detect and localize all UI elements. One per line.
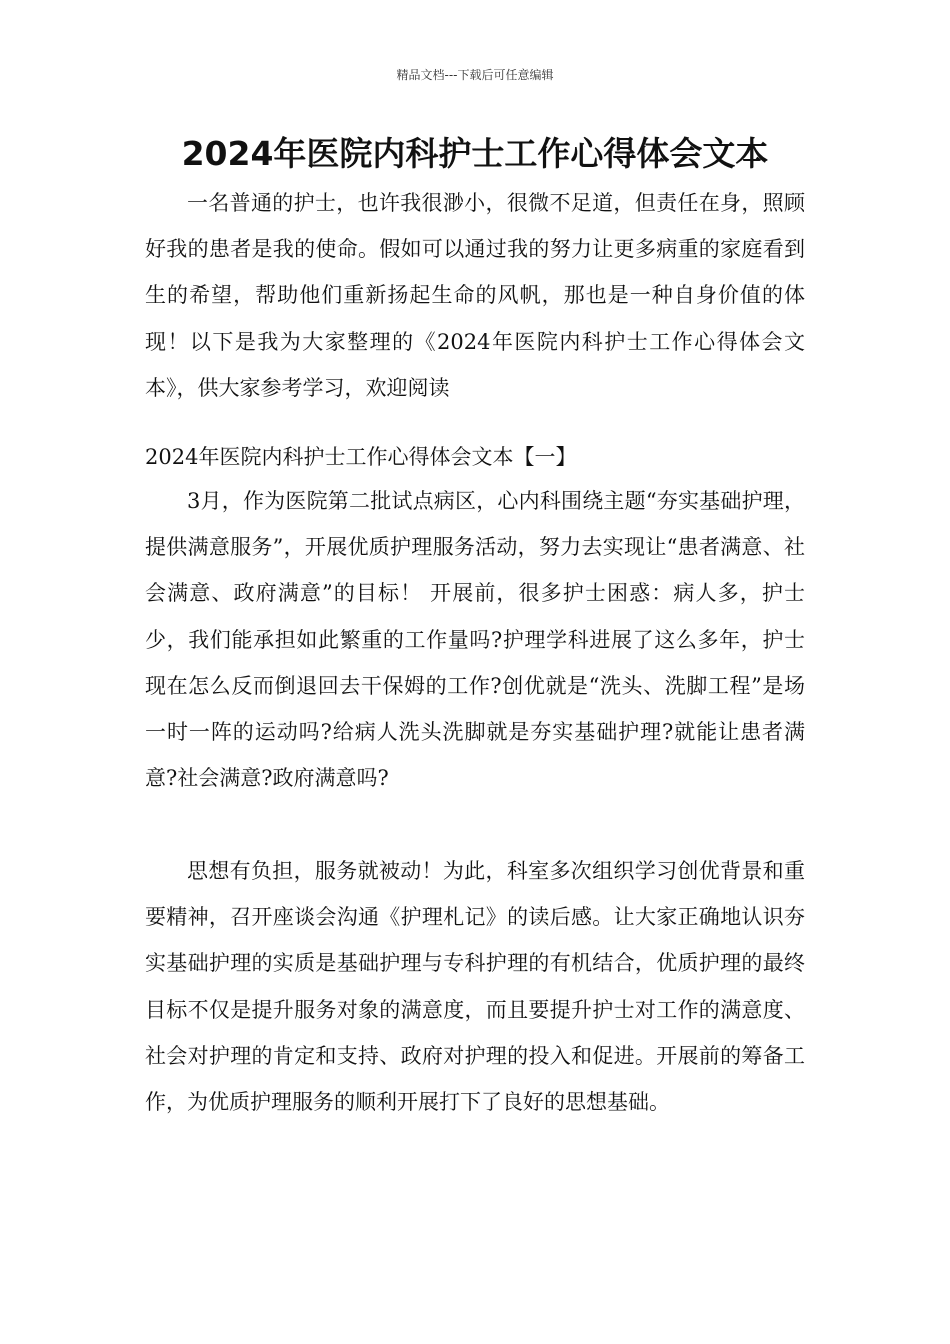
document-title: 2024年医院内科护士工作心得体会文本 [181,134,769,173]
section-heading: 2024年医院内科护士工作心得体会文本【一】 [145,445,577,469]
paragraph-1-block [145,478,805,801]
body-paragraph-2: 思想有负担，服务就被动！为此，科室多次组织学习创优背景和重要精神，召开座谈会沟通《护理札记》的读后感。让大家正确地认识夯实基础护理的实质是基础护理与专科护理的有机结合，优质护理的最终目标不仅是提升服务对象的满意度，而且要提升护士对工作的满意度、社会对护理的肯定和支持、政府对护理的投入和促进。开展前的筹备工作，为优质护理服务的顺利开展打下了良好的思想基础。 [145,859,805,1115]
paragraph-2-block [145,848,805,1125]
intro-paragraph: 一名普通的护士，也许我很渺小，很微不足道，但责任在身，照顾好我的患者是我的使命。假如可以通过我的努力让更多病重的家庭看到生的希望，帮助他们重新扬起生命的风帆，那也是一种自身价值的体现！以下是我为大家整理的《2024年医院内科护士工作心得体会文本》，供大家参考学习，欢迎阅读 [145,191,805,400]
section-heading-block [145,434,805,480]
body-paragraph-1: 3月，作为医院第二批试点病区，心内科围绕主题“夯实基础护理，提供满意服务”，开展优质护理服务活动，努力去实现让“患者满意、社会满意、政府满意”的目标！ 开展前，很多护士困惑：病人多，护士少，我们能承担如此繁重的工作量吗?护理学科进展了这么多年，护士现在怎么反而倒退回去干保姆的工作?创优就是“洗头、洗脚工程”是场一时一阵的运动吗?给病人洗头洗脚就是夯实基础护理?就能让患者满意?社会满意?政府满意吗? [145,489,805,791]
intro-block [145,180,805,411]
header-note: 精品文档---下载后可任意编辑 [396,68,554,82]
